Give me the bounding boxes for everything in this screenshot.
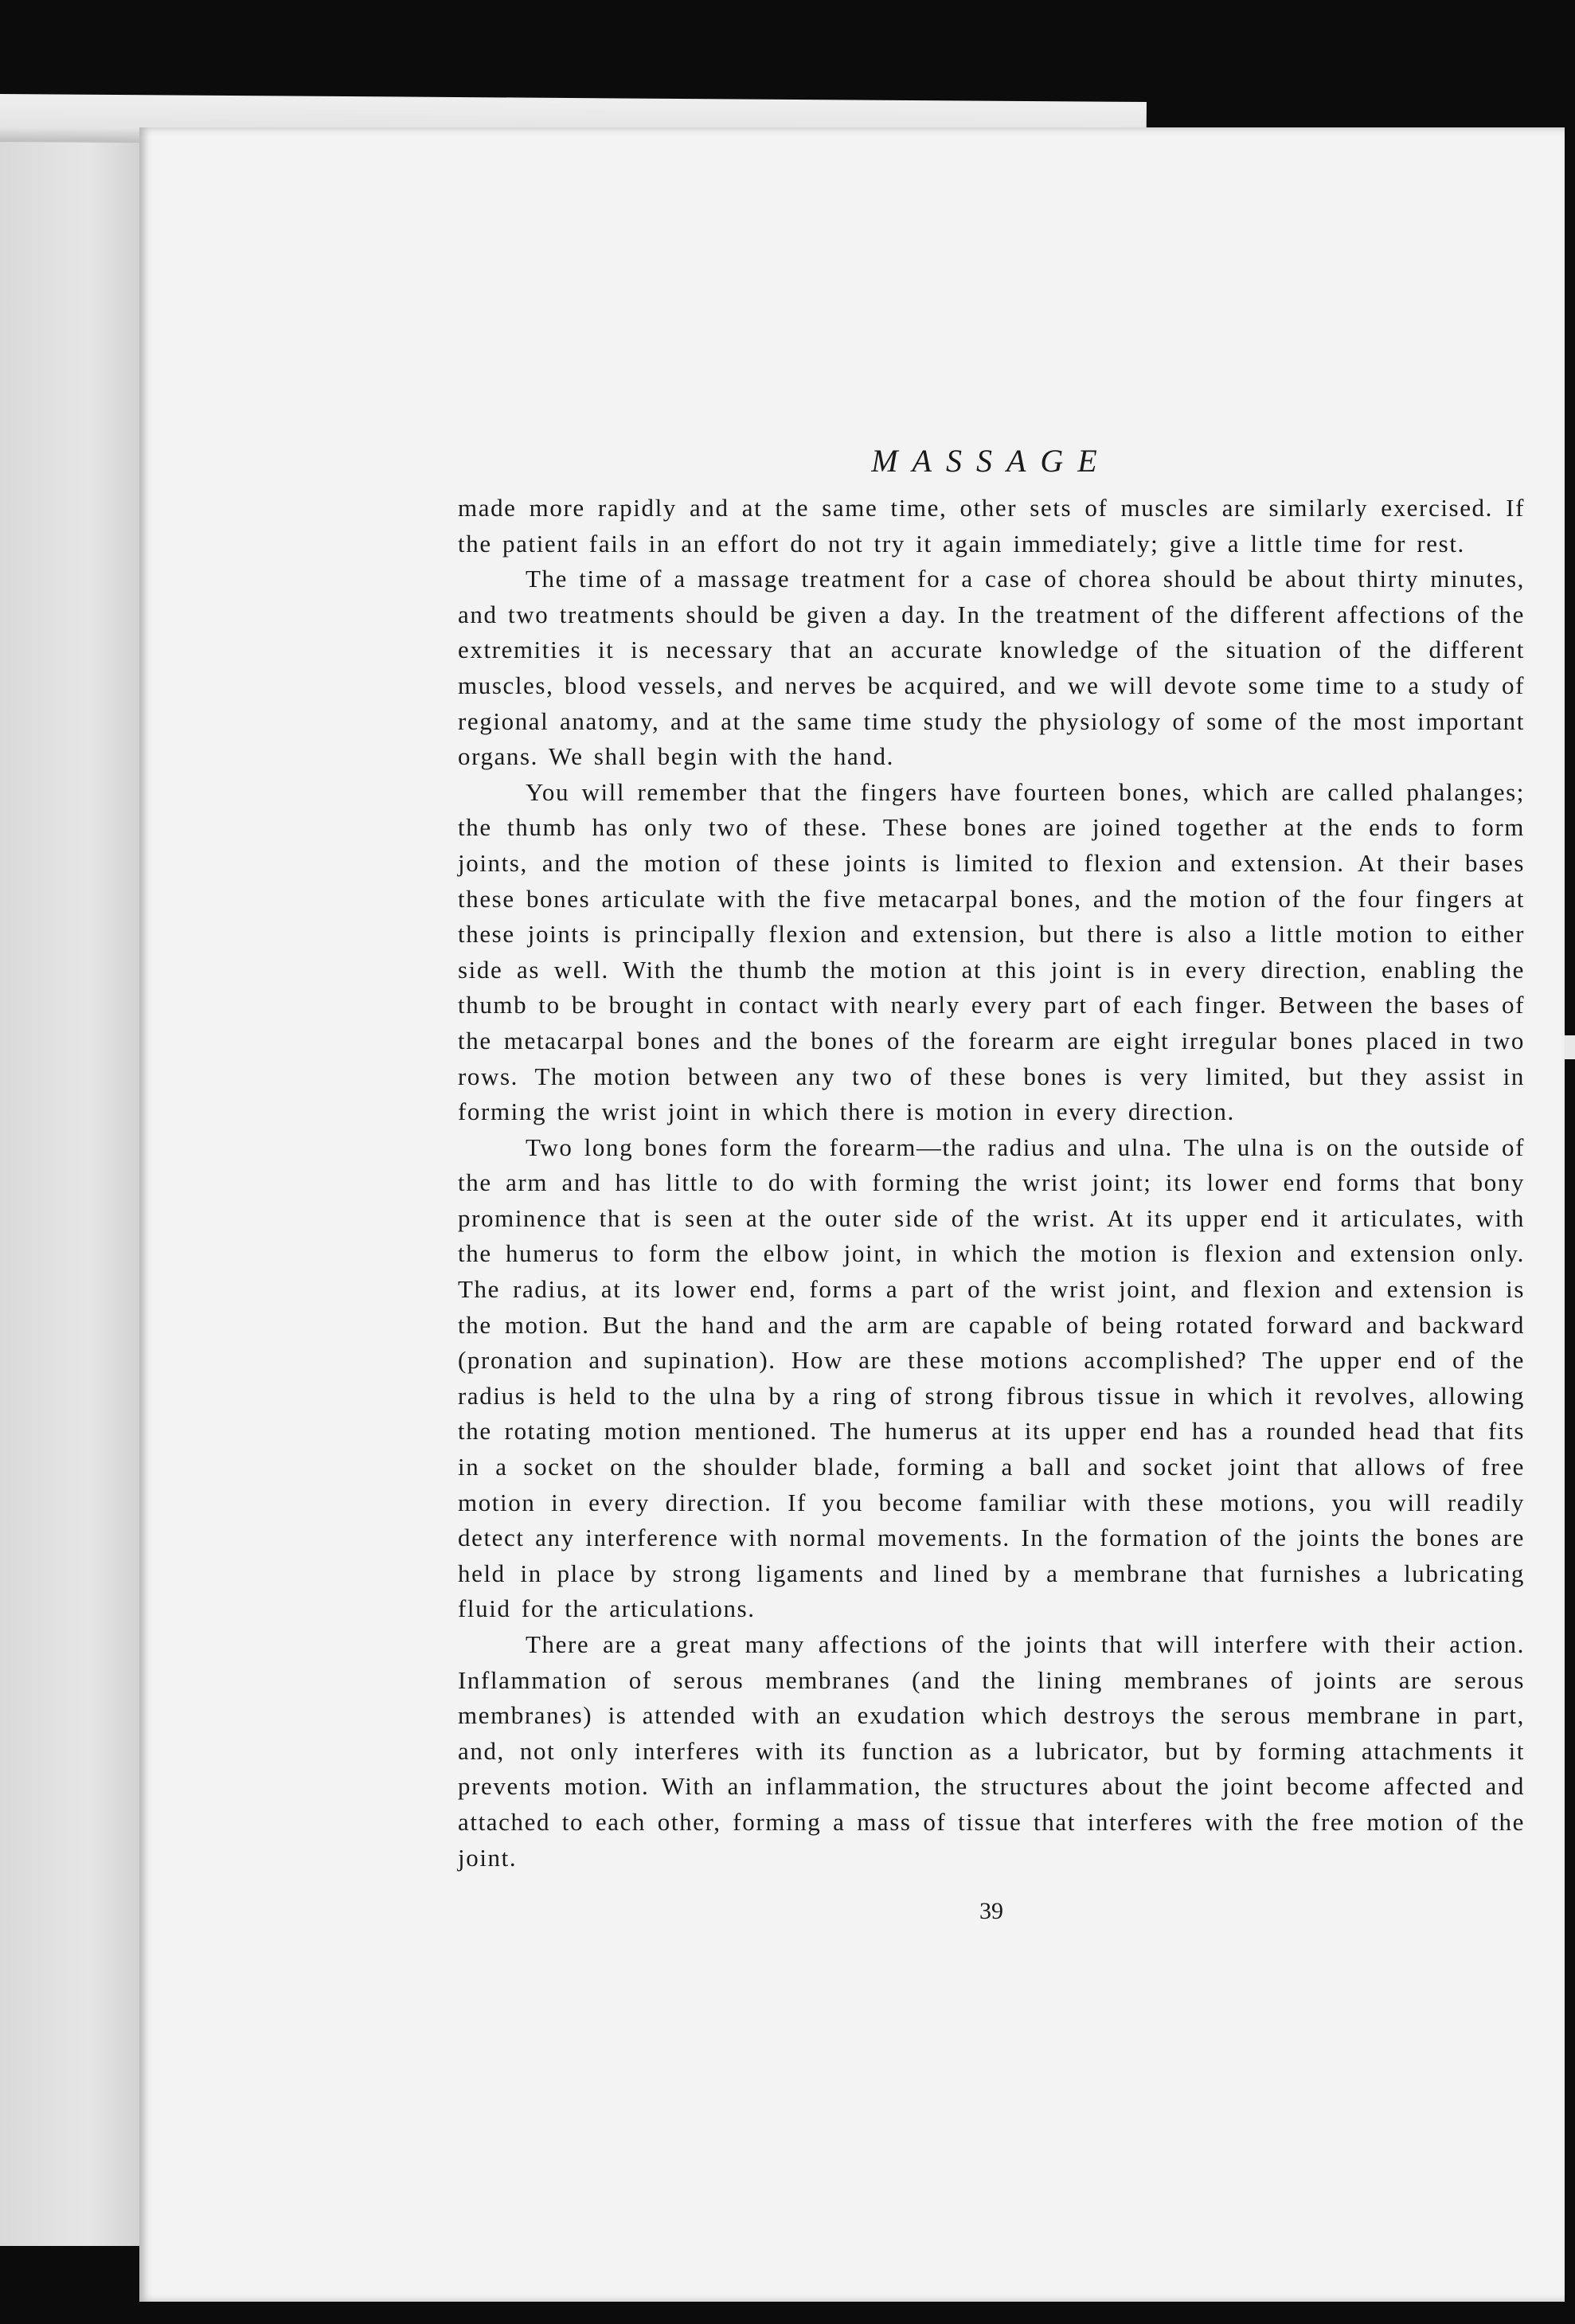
paragraph-chorea-treatment: The time of a massage treatment for a case of chorea should be about thirty minutes, and two treatments should be given a day. In the treatment of the different affections of the extremities it is necessary that an accurate knowledge of the situation of the different muscles, blood vessels, and nerves be acquired, and we will devote some time to a study of regional anatomy, and at the same time study the physiology of some of the most important organs. We shall begin with the hand.: [458, 565, 1525, 771]
book-page: [139, 127, 1565, 2302]
paragraph-forearm-bones: Two long bones form the forearm—the radius and ulna. The ulna is on the outside of the arm and has little to do with forming the wrist joint; its lower end forms that bony prominence that is seen at the outer side of the wrist. At its upper end it articulates, with the humerus to form the elbow joint, in which the motion is flexion and extension only. The radius, at its lower end, forms a part of the wrist joint, and flexion and extension is the motion. But the hand and the arm are capable of being rotated forward and backward (pronation and supination). How are these motions accomplished? The upper end of the radius is held to the ulna by a ring of strong fibrous tissue in which it revolves, allowing the rotating motion mentioned. The humerus at its upper end has a rounded head that fits in a socket on the shoulder blade, forming a ball and socket joint that allows of free motion in every direction. If you become familiar with these motions, you will readily detect any interference with normal movements. In the formation of the joints the bones are held in place by strong ligaments and lined by a membrane that furnishes a lubricating fluid for the articulations.: [458, 1133, 1525, 1623]
running-header: MASSAGE: [871, 443, 1112, 479]
paragraph-hand-bones: You will remember that the fingers have fourteen bones, which are called phalanges; the thumb has only two of these. These bones are joined together at the ends to form joints, and the motion of these joints is limited to flexion and extension. At their bases these bones articulate with the five metacarpal bones, and the motion of the four fingers at these joints is principally flexion and extension, but there is also a little motion to either side as well. With the thumb the motion at this joint is in every direction, enabling the thumb to be brought in contact with nearly every part of each finger. Between the bases of the metacarpal bones and the bones of the forearm are eight irregular bones placed in two rows. The motion between any two of these bones is very limited, but they assist in forming the wrist joint in which there is motion in every direction.: [458, 777, 1525, 1126]
page-number: 39: [979, 1898, 1003, 1925]
page-text-block: [458, 442, 1525, 1925]
facing-page-edge: [0, 96, 147, 2246]
paragraph-continuation: made more rapidly and at the same time, other sets of muscles are similarly exercised. If the patient fails in an effort do not try it again immediately; give a little time for rest.: [458, 494, 1525, 558]
paragraph-joint-affections: There are a great many affections of the joints that will interfere with their action. Inflammation of serous membranes (and the lining membranes of joints are serous membranes) is attended with an exudation which destroys the serous membrane in part, and, not only interferes with its function as a lubricator, but by forming attachments it prevents motion. With an inflammation, the structures about the joint become affected and attached to each other, forming a mass of tissue that interferes with the free motion of the joint.: [458, 1630, 1525, 1872]
